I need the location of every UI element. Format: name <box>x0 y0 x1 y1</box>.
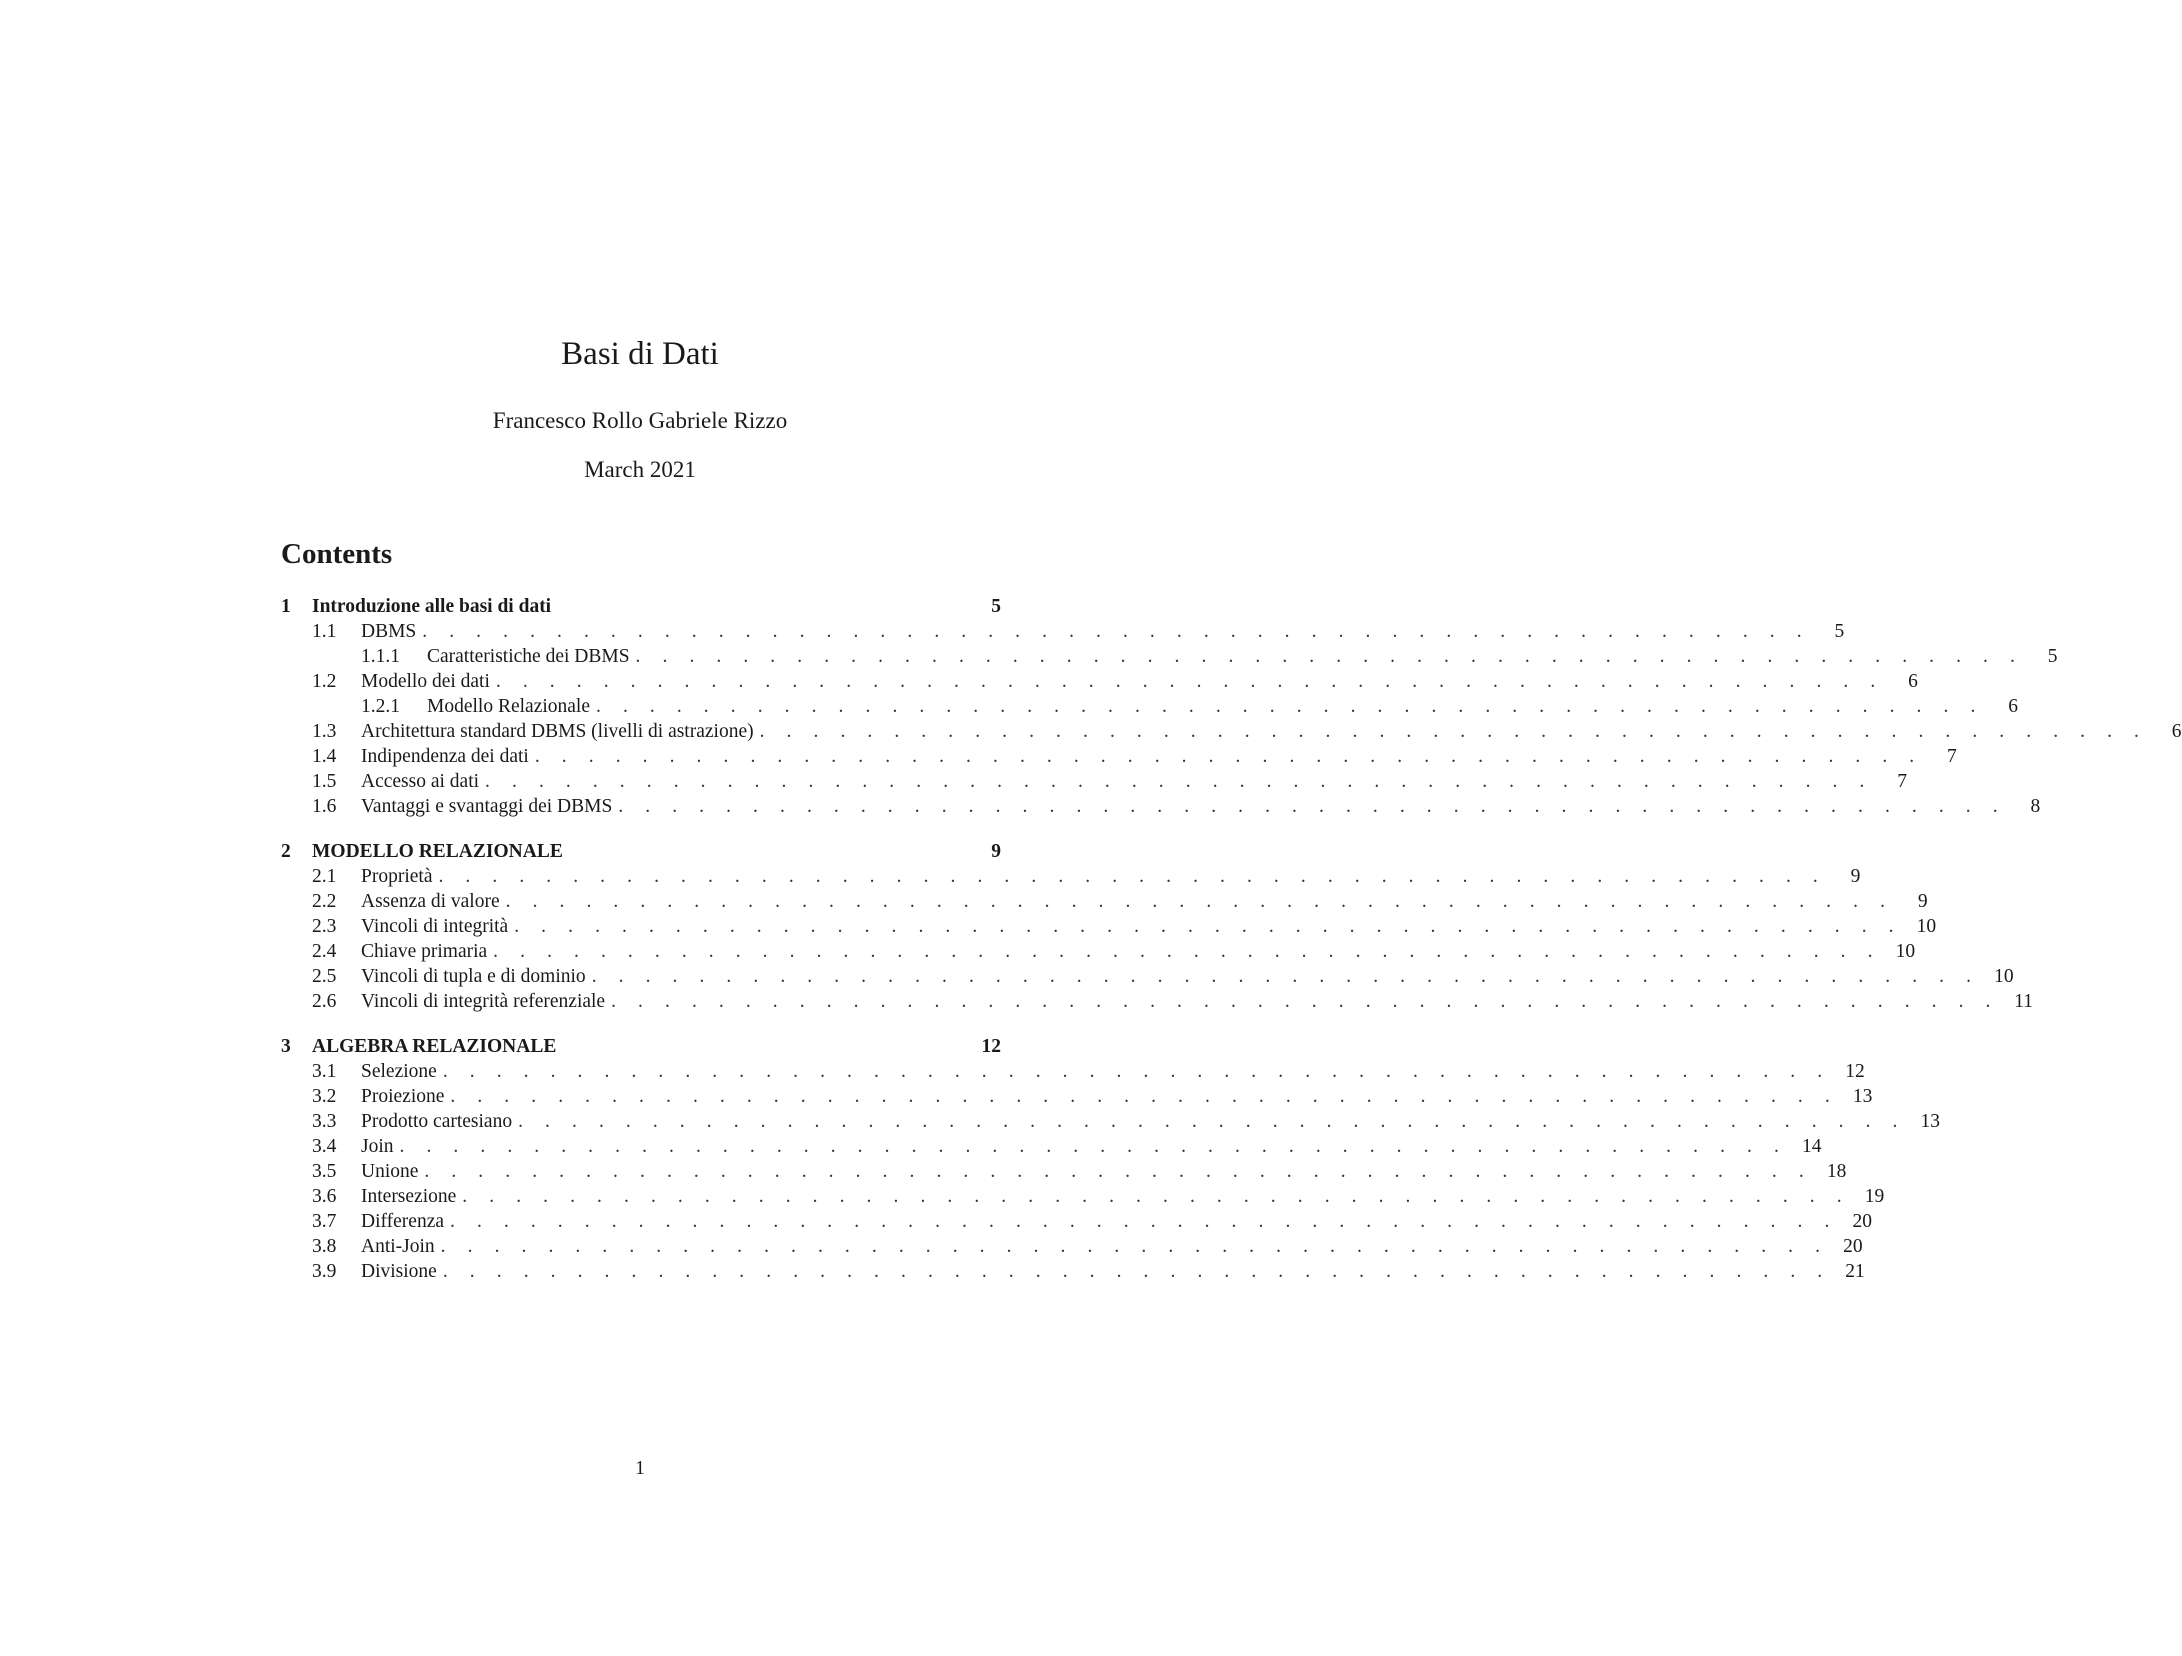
dot-leader: . . . . . . . . . . . . . . . . . . . . . . . . . . . . . . . . . . . . . . . . . . . . . . . . . . . . <box>450 1086 1839 1107</box>
toc-section-entry[interactable] <box>281 1159 1847 1184</box>
section-page-number: 20 <box>1843 1236 1863 1257</box>
section-number: 1.1 <box>312 621 337 642</box>
section-number: 1.2 <box>312 671 337 692</box>
dot-leader: . . . . . . . . . . . . . . . . . . . . . . . . . . . . . . . . . . . . . . . . . . . . . . . . . . . . <box>438 866 1827 887</box>
section-page-number: 13 <box>1920 1111 1941 1132</box>
section-number: 1.5 <box>312 771 337 792</box>
section-title: Differenza <box>361 1211 444 1232</box>
section-number: 2.6 <box>312 991 337 1012</box>
section-page-number: 20 <box>1852 1211 1872 1232</box>
toc-section-entry[interactable] <box>281 1259 1865 1284</box>
section-number: 3.7 <box>312 1211 337 1232</box>
section-page-number: 7 <box>1897 771 1907 792</box>
dot-leader: . . . . . . . . . . . . . . . . . . . . . . . . . . . . . . . . . . . . . . . . . . . . . . . . . . . . <box>591 966 1980 987</box>
section-title: Vincoli di tupla e di dominio <box>361 966 586 987</box>
toc-subsection-entry[interactable] <box>281 644 2058 669</box>
section-title: Vantaggi e svantaggi dei DBMS <box>361 796 613 817</box>
toc-section-entry[interactable] <box>281 669 1918 694</box>
subsection-title: Caratteristiche dei DBMS <box>427 646 630 667</box>
section-page-number: 9 <box>1917 891 1928 912</box>
toc-section-entry[interactable] <box>281 769 1907 794</box>
section-title: Divisione <box>361 1261 437 1282</box>
chapter-number: 2 <box>281 841 291 862</box>
section-title: Join <box>361 1136 394 1157</box>
section-page-number: 8 <box>2030 796 2041 817</box>
dot-leader: . . . . . . . . . . . . . . . . . . . . . . . . . . . . . . . . . . . . . . . . . . . . . . . . . . . . <box>611 991 2000 1012</box>
toc-section-entry[interactable] <box>281 939 1916 964</box>
section-number: 3.8 <box>312 1236 337 1257</box>
dot-leader: . . . . . . . . . . . . . . . . . . . . . . . . . . . . . . . . . . . . . . . . . . . . . . . . . . . . <box>759 721 2148 742</box>
section-page-number: 5 <box>1834 621 1845 642</box>
dot-leader: . . . . . . . . . . . . . . . . . . . . . . . . . . . . . . . . . . . . . . . . . . . . . . . . . . . . <box>596 696 1984 717</box>
chapter-title: MODELLO RELAZIONALE <box>312 841 563 862</box>
section-number: 3.5 <box>312 1161 337 1182</box>
dot-leader: . . . . . . . . . . . . . . . . . . . . . . . . . . . . . . . . . . . . . . . . . . . . . . . . . . . . <box>485 771 1873 792</box>
section-number: 1.4 <box>312 746 337 767</box>
section-page-number: 21 <box>1845 1261 1865 1282</box>
section-title: Architettura standard DBMS (livelli di astrazione) <box>361 721 754 742</box>
section-title: Proprietà <box>361 866 433 887</box>
section-title: Prodotto cartesiano <box>361 1111 513 1132</box>
section-number: 1.6 <box>312 796 337 817</box>
subsection-title: Modello Relazionale <box>427 696 590 717</box>
section-number: 2.5 <box>312 966 337 987</box>
section-number: 3.2 <box>312 1086 337 1107</box>
toc-section-entry[interactable] <box>281 1209 1872 1234</box>
chapter-page-number: 12 <box>981 1036 1001 1057</box>
section-page-number: 14 <box>1801 1136 1822 1157</box>
dot-leader: . . . . . . . . . . . . . . . . . . . . . . . . . . . . . . . . . . . . . . . . . . . . . . . . . . . . <box>462 1186 1851 1207</box>
dot-leader: . . . . . . . . . . . . . . . . . . . . . . . . . . . . . . . . . . . . . . . . . . . . . . . . . . . . <box>422 621 1811 642</box>
section-number: 3.3 <box>312 1111 337 1132</box>
section-page-number: 19 <box>1864 1186 1885 1207</box>
dot-leader: . . . . . . . . . . . . . . . . . . . . . . . . . . . . . . . . . . . . . . . . . . . . . . . . . . . . <box>495 671 1884 692</box>
section-page-number: 12 <box>1845 1061 1865 1082</box>
dot-leader: . . . . . . . . . . . . . . . . . . . . . . . . . . . . . . . . . . . . . . . . . . . . . . . . . . . . <box>518 1111 1907 1132</box>
toc-section-entry[interactable] <box>281 889 1928 914</box>
section-page-number: 6 <box>2008 696 2018 717</box>
chapter-number: 3 <box>281 1036 291 1057</box>
dot-leader: . . . . . . . . . . . . . . . . . . . . . . . . . . . . . . . . . . . . . . . . . . . . . . . . . . . . <box>505 891 1894 912</box>
section-title: Vincoli di integrità referenziale <box>361 991 606 1012</box>
section-page-number: 10 <box>1916 916 1937 937</box>
section-number: 2.1 <box>312 866 337 887</box>
section-number: 2.3 <box>312 916 337 937</box>
table-of-contents <box>281 594 2182 1284</box>
section-number: 3.4 <box>312 1136 337 1157</box>
section-number: 3.9 <box>312 1261 337 1282</box>
section-number: 1.3 <box>312 721 337 742</box>
document-title: Basi di Dati <box>561 336 719 372</box>
section-page-number: 10 <box>1895 941 1916 962</box>
toc-section-entry[interactable] <box>281 864 1861 889</box>
dot-leader: . . . . . . . . . . . . . . . . . . . . . . . . . . . . . . . . . . . . . . . . . . . . . . . . . . . . <box>514 916 1903 937</box>
toc-section-entry[interactable] <box>281 1184 1885 1209</box>
section-page-number: 9 <box>1850 866 1861 887</box>
toc-section-entry[interactable] <box>281 1234 1863 1259</box>
section-title: Unione <box>361 1161 419 1182</box>
section-page-number: 10 <box>1994 966 2014 987</box>
chapter-title: Introduzione alle basi di dati <box>312 596 552 617</box>
dot-leader: . . . . . . . . . . . . . . . . . . . . . . . . . . . . . . . . . . . . . . . . . . . . . . . . . . . . <box>399 1136 1788 1157</box>
section-title: DBMS <box>361 621 417 642</box>
toc-section-entry[interactable] <box>281 744 1957 769</box>
section-title: Anti-Join <box>361 1236 435 1257</box>
dot-leader: . . . . . . . . . . . . . . . . . . . . . . . . . . . . . . . . . . . . . . . . . . . . . . . . . . . . <box>493 941 1882 962</box>
chapter-page-number: 5 <box>991 596 1001 617</box>
section-page-number: 6 <box>1908 671 1918 692</box>
chapter-title: ALGEBRA RELAZIONALE <box>312 1036 557 1057</box>
chapter-page-number: 9 <box>991 841 1001 862</box>
toc-chapter-entry[interactable] <box>281 594 1001 619</box>
toc-subsection-entry[interactable] <box>281 694 2018 719</box>
toc-section-entry[interactable] <box>281 619 1845 644</box>
dot-leader: . . . . . . . . . . . . . . . . . . . . . . . . . . . . . . . . . . . . . . . . . . . . . . . . . . . . <box>450 1211 1838 1232</box>
section-title: Proiezione <box>361 1086 445 1107</box>
chapter-number: 1 <box>281 596 291 617</box>
toc-section-entry[interactable] <box>281 1109 1941 1134</box>
section-page-number: 18 <box>1826 1161 1847 1182</box>
section-title: Intersezione <box>361 1186 457 1207</box>
dot-leader: . . . . . . . . . . . . . . . . . . . . . . . . . . . . . . . . . . . . . . . . . . . . . . . . . . . . <box>442 1261 1831 1282</box>
section-title: Accesso ai dati <box>361 771 480 792</box>
document-authors: Francesco Rollo Gabriele Rizzo <box>492 408 788 433</box>
section-number: 3.6 <box>312 1186 337 1207</box>
toc-section-entry[interactable] <box>281 914 1937 939</box>
section-title: Vincoli di integrità <box>361 916 509 937</box>
section-page-number: 7 <box>1947 746 1957 767</box>
section-number: 2.2 <box>312 891 337 912</box>
toc-section-entry[interactable] <box>281 964 2014 989</box>
subsection-number: 1.2.1 <box>361 696 400 717</box>
section-number: 2.4 <box>312 941 337 962</box>
section-number: 3.1 <box>312 1061 337 1082</box>
toc-chapter-entry[interactable] <box>281 1034 1001 1059</box>
section-page-number: 11 <box>2014 991 2034 1012</box>
dot-leader: . . . . . . . . . . . . . . . . . . . . . . . . . . . . . . . . . . . . . . . . . . . . . . . . . . . . <box>442 1061 1831 1082</box>
toc-section-entry[interactable] <box>281 1084 1873 1109</box>
toc-section-entry[interactable] <box>281 989 2034 1014</box>
toc-section-entry[interactable] <box>281 1059 1865 1084</box>
dot-leader: . . . . . . . . . . . . . . . . . . . . . . . . . . . . . . . . . . . . . . . . . . . . . . . . . . . . <box>424 1161 1813 1182</box>
subsection-number: 1.1.1 <box>361 646 400 667</box>
section-title: Selezione <box>361 1061 437 1082</box>
section-title: Indipendenza dei dati <box>361 746 529 767</box>
toc-section-entry[interactable] <box>281 719 2182 744</box>
document-date: March 2021 <box>584 457 696 482</box>
toc-section-entry[interactable] <box>281 794 2041 819</box>
dot-leader: . . . . . . . . . . . . . . . . . . . . . . . . . . . . . . . . . . . . . . . . . . . . . . . . . . . . <box>440 1236 1829 1257</box>
section-page-number: 6 <box>2171 721 2182 742</box>
page-number: 1 <box>635 1458 645 1479</box>
dot-leader: . . . . . . . . . . . . . . . . . . . . . . . . . . . . . . . . . . . . . . . . . . . . . . . . . . . . <box>618 796 2007 817</box>
section-title: Modello dei dati <box>361 671 490 692</box>
toc-chapter-entry[interactable] <box>281 839 1001 864</box>
section-title: Assenza di valore <box>361 891 500 912</box>
dot-leader: . . . . . . . . . . . . . . . . . . . . . . . . . . . . . . . . . . . . . . . . . . . . . . . . . . . . <box>534 746 1923 767</box>
dot-leader: . . . . . . . . . . . . . . . . . . . . . . . . . . . . . . . . . . . . . . . . . . . . . . . . . . . . <box>635 646 2024 667</box>
section-page-number: 13 <box>1852 1086 1873 1107</box>
contents-heading: Contents <box>281 538 393 570</box>
toc-section-entry[interactable] <box>281 1134 1822 1159</box>
section-title: Chiave primaria <box>361 941 488 962</box>
section-page-number: 5 <box>2047 646 2058 667</box>
